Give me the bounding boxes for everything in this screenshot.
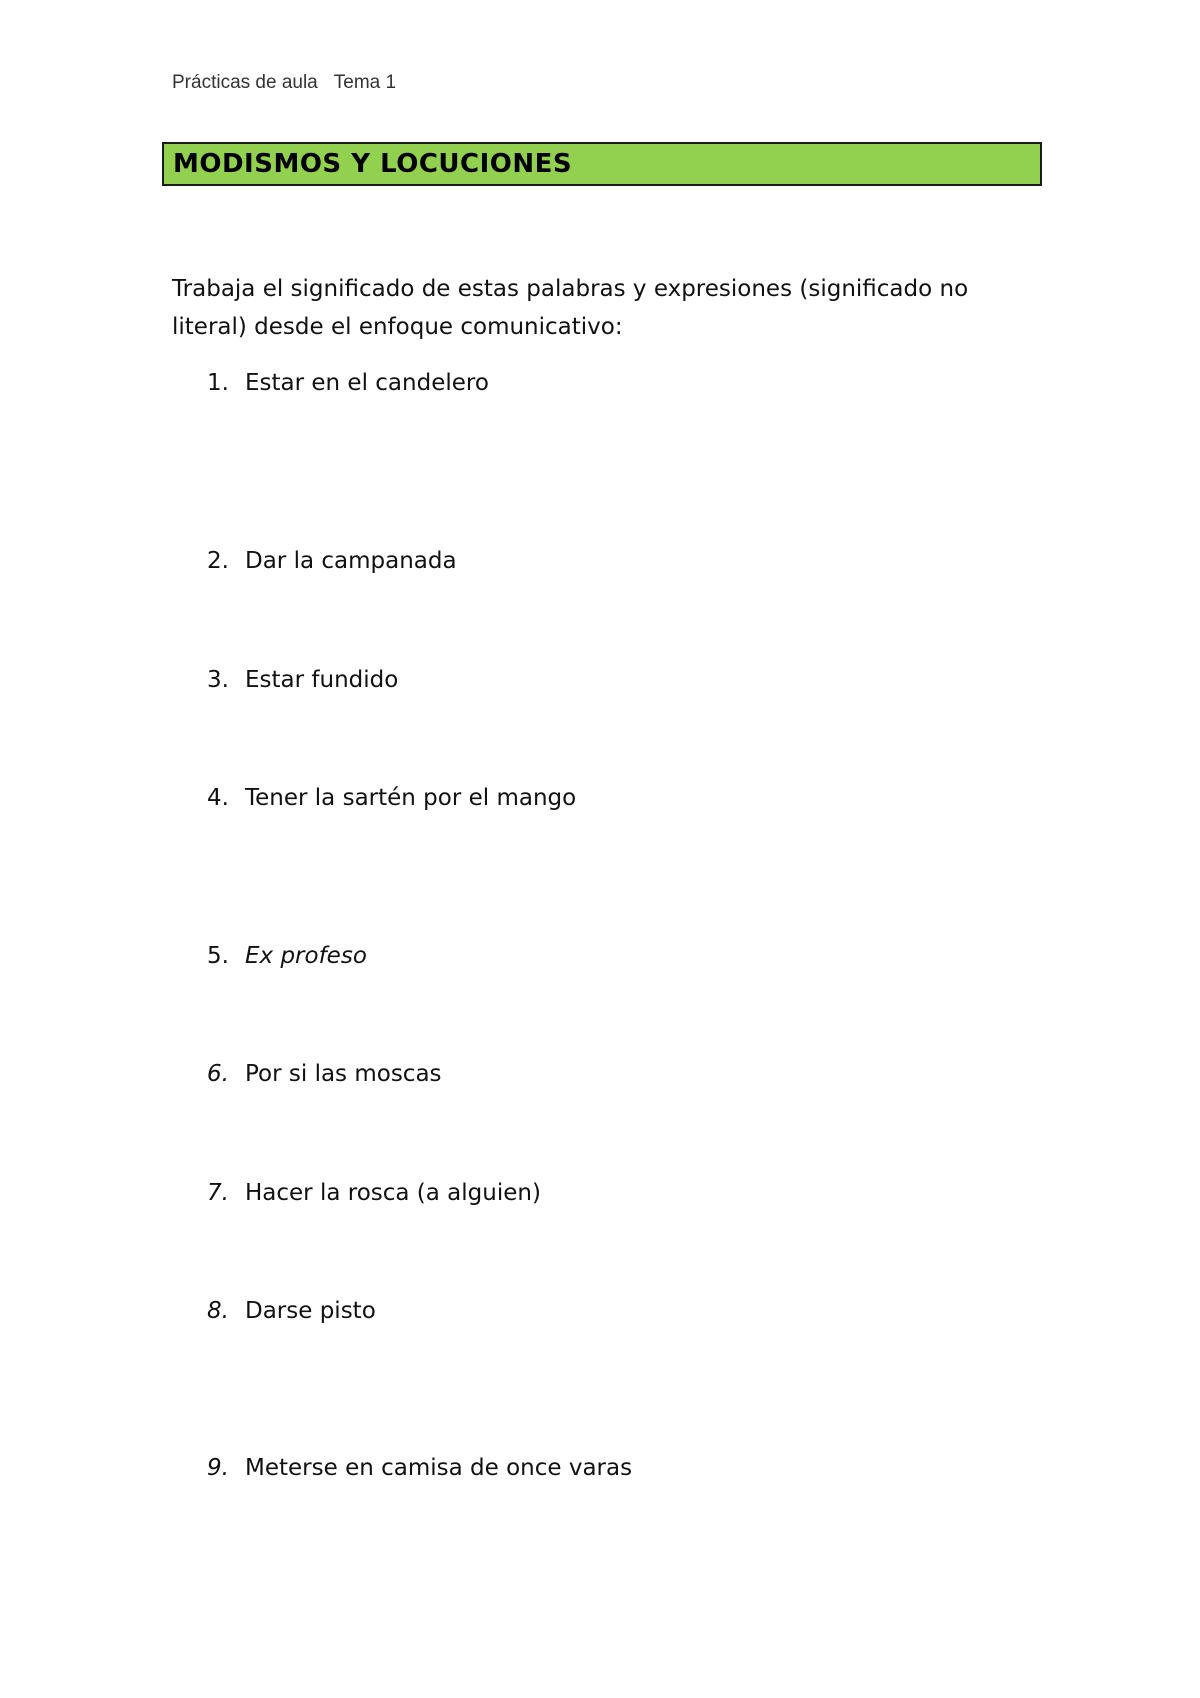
list-item: [207, 667, 398, 693]
list-item: [207, 1298, 376, 1324]
list-item-text: Darse pisto: [245, 1298, 376, 1324]
instructions-paragraph: Trabaja el significado de estas palabras y expresiones (significado no literal) desde el enfoque comunicativo:: [172, 276, 969, 340]
list-item-text: Por si las moscas: [245, 1061, 442, 1087]
list-item: [207, 943, 367, 969]
header-topic: Tema 1: [333, 72, 397, 93]
page-title: MODISMOS Y LOCUCIONES: [173, 149, 573, 179]
list-item-text: Estar fundido: [245, 667, 399, 693]
list-item-text: Hacer la rosca (a alguien): [245, 1180, 541, 1206]
list-item: [207, 370, 489, 396]
list-item-number: 8.: [207, 1298, 229, 1324]
list-item-text: Tener la sartén por el mango: [245, 785, 577, 811]
page-header: [172, 72, 396, 94]
list-item-number: 9.: [207, 1455, 229, 1481]
list-item-text: Ex profeso: [245, 943, 367, 969]
list-item: [207, 1061, 442, 1087]
list-item-number: 1.: [207, 370, 229, 396]
list-item-number: 4.: [207, 785, 229, 811]
header-course: Prácticas de aula: [172, 72, 318, 93]
list-item-text: Estar en el candelero: [245, 370, 489, 396]
list-item-number: 6.: [207, 1061, 229, 1087]
list-item-text: Meterse en camisa de once varas: [245, 1455, 633, 1481]
list-item: [207, 548, 457, 574]
list-item-number: 5.: [207, 943, 229, 969]
list-item: [207, 1455, 632, 1481]
list-item-text: Dar la campanada: [245, 548, 457, 574]
list-item-number: 3.: [207, 667, 229, 693]
list-item-number: 7.: [207, 1180, 229, 1206]
list-item-number: 2.: [207, 548, 229, 574]
list-item: [207, 785, 576, 811]
title-banner: [162, 142, 1042, 186]
list-item: [207, 1180, 541, 1206]
